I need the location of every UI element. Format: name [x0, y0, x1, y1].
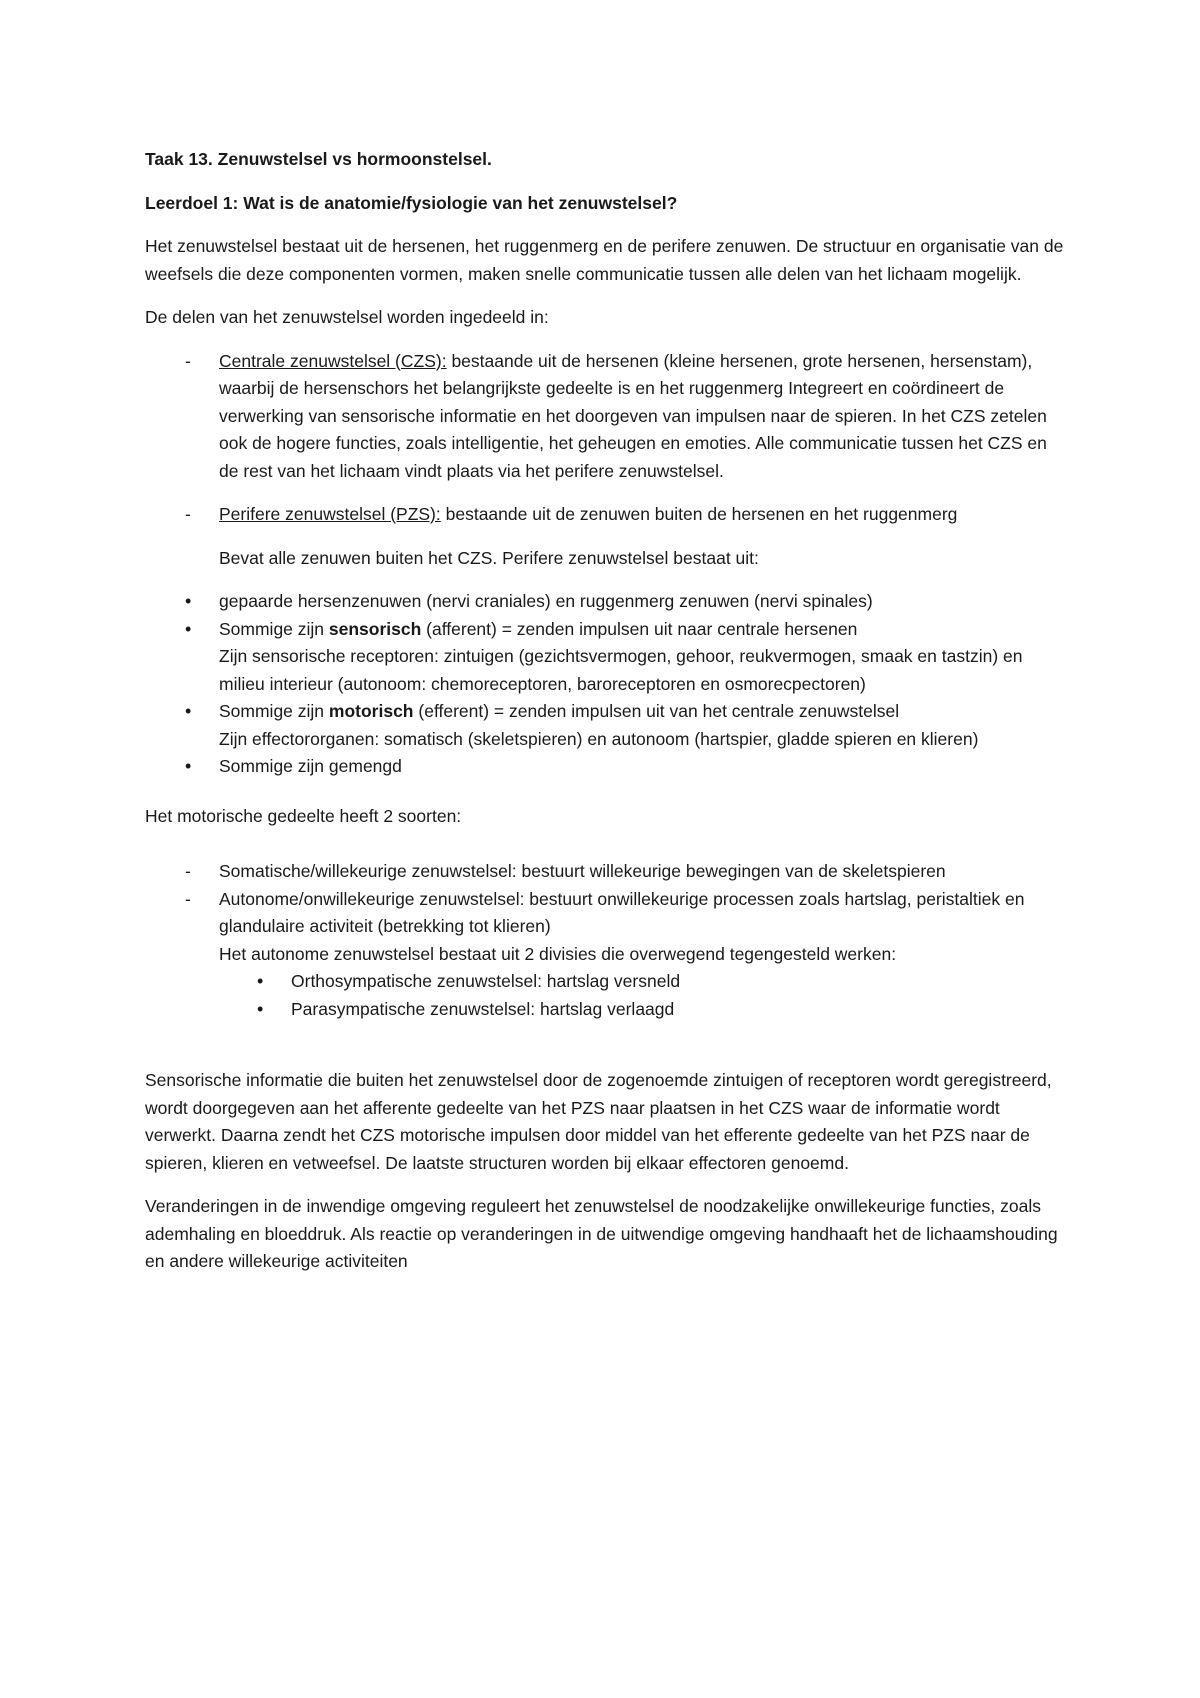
pzs-item-text: Sommige zijn — [219, 618, 329, 639]
bullet-icon: • — [185, 756, 192, 776]
list-item — [145, 698, 1065, 753]
autonomic-item — [145, 886, 1065, 969]
bullet-icon: • — [185, 591, 192, 611]
motorisch-term: motorisch — [328, 701, 414, 721]
pzs-label: Perifere zenuwstelsel (PZS): — [219, 504, 441, 524]
autonomic-text: Autonome/onwillekeurige zenuwstelsel: bestuurt onwillekeurige processen zoals hartslag, peristaltiek en glandulaire activiteit (betrekking tot klieren) — [219, 888, 1025, 936]
pzs-subtext: Bevat alle zenuwen buiten het CZS. Perifere zenuwstelsel bestaat uit: — [219, 547, 759, 568]
pzs-item-text: (afferent) = zenden impulsen uit naar centrale hersenen — [421, 618, 858, 639]
dash-bullet: - — [185, 888, 191, 909]
sensory-paragraph: Sensorische informatie die buiten het zenuwstelsel door de zogenoemde zintuigen of receptoren wordt geregistreerd, wordt doorgegeven aan het afferente gedeelte van het PZS naar plaatsen in het CZS waar de informatie wordt verwerkt. Daarna zendt het CZS motorische impulsen door middel van het efferente gedeelte van het PZS naar de spieren, klieren en vetweefsel. De laatste structuren worden bij elkaar effectoren genoemd. — [145, 1070, 1052, 1173]
sensorisch-term: sensorisch — [328, 618, 422, 639]
list-item — [145, 753, 1065, 781]
dash-bullet: - — [185, 504, 191, 524]
pzs-item-text: (efferent) = zenden impulsen uit van het centrale zenuwstelsel — [413, 701, 900, 721]
document-heading: Taak 13. Zenuwstelsel vs hormoonstelsel. — [145, 149, 492, 169]
list-item — [145, 996, 1065, 1024]
document-page — [145, 146, 1065, 1276]
learning-goal: Leerdoel 1: Wat is de anatomie/fysiologie van het zenuwstelsel? — [145, 192, 678, 213]
list-item — [145, 616, 1065, 699]
pzs-text: bestaande uit de zenuwen buiten de hersenen en het ruggenmerg — [440, 504, 958, 524]
divisions-intro: De delen van het zenuwstelsel worden ingedeeld in: — [145, 307, 549, 327]
pzs-item-text: Sommige zijn gemengd — [219, 756, 402, 776]
somatic-text: Somatische/willekeurige zenuwstelsel: bestuurt willekeurige bewegingen van de skeletspieren — [219, 861, 946, 881]
ortho-text: Orthosympatische zenuwstelsel: hartslag versneld — [291, 971, 681, 991]
list-item — [145, 968, 1065, 996]
pzs-item-text: gepaarde hersenzenuwen (nervi craniales) en ruggenmerg zenuwen (nervi spinales) — [219, 591, 873, 611]
somatic-item — [145, 858, 1065, 886]
motor-intro: Het motorische gedeelte heeft 2 soorten: — [145, 805, 462, 826]
autonomic-detail: Het autonome zenuwstelsel bestaat uit 2 divisies die overwegend tegengesteld werken: — [219, 943, 897, 964]
bullet-icon: • — [185, 618, 192, 639]
czs-text: bestaande uit de hersenen (kleine hersenen, grote hersenen, hersenstam), waarbij de hersenschors het belangrijkste gedeelte is en het ruggenmerg Integreert en coördineert de verwerking van sensorische informatie en het doorgeven van impulsen naar de spieren. In het CZS zetelen ook de hogere functies, zoals intelligentie, het geheugen en emoties. Alle communicatie tussen het CZS en de rest van het lichaam vindt plaats via het perifere zenuwstelsel. — [219, 350, 1047, 481]
czs-item — [145, 348, 1065, 486]
bullet-icon: • — [257, 971, 264, 991]
dash-bullet: - — [185, 861, 191, 881]
intro-paragraph: Het zenuwstelsel bestaat uit de hersenen, het ruggenmerg en de perifere zenuwen. De structuur en organisatie van de weefsels die deze componenten vormen, maken snelle communicatie tussen alle delen van het lichaam mogelijk. — [145, 236, 1064, 284]
pzs-item-detail: Zijn effectororganen: somatisch (skeletspieren) en autonoom (hartspier, gladde spieren en klieren) — [219, 728, 979, 749]
dash-bullet: - — [185, 350, 191, 371]
bullet-icon: • — [185, 701, 192, 721]
para-text: Parasympatische zenuwstelsel: hartslag verlaagd — [291, 998, 675, 1019]
pzs-item-detail: Zijn sensorische receptoren: zintuigen (gezichtsvermogen, gehoor, reukvermogen, smaak en tastzin) en milieu interieur (autonoom: chemoreceptoren, baroreceptoren en osmorecpectoren) — [219, 646, 1023, 694]
czs-label: Centrale zenuwstelsel (CZS): — [219, 350, 447, 371]
regulation-paragraph: Veranderingen in de inwendige omgeving reguleert het zenuwstelsel de noodzakelijke onwillekeurige functies, zoals ademhaling en bloeddruk. Als reactie op veranderingen in de uitwendige omgeving handhaaft het de lichaamshouding en andere willekeurige activiteiten — [145, 1196, 1058, 1271]
pzs-item — [145, 501, 1065, 529]
pzs-item-text: Sommige zijn — [219, 701, 329, 721]
bullet-icon: • — [257, 998, 264, 1019]
list-item — [145, 588, 1065, 616]
